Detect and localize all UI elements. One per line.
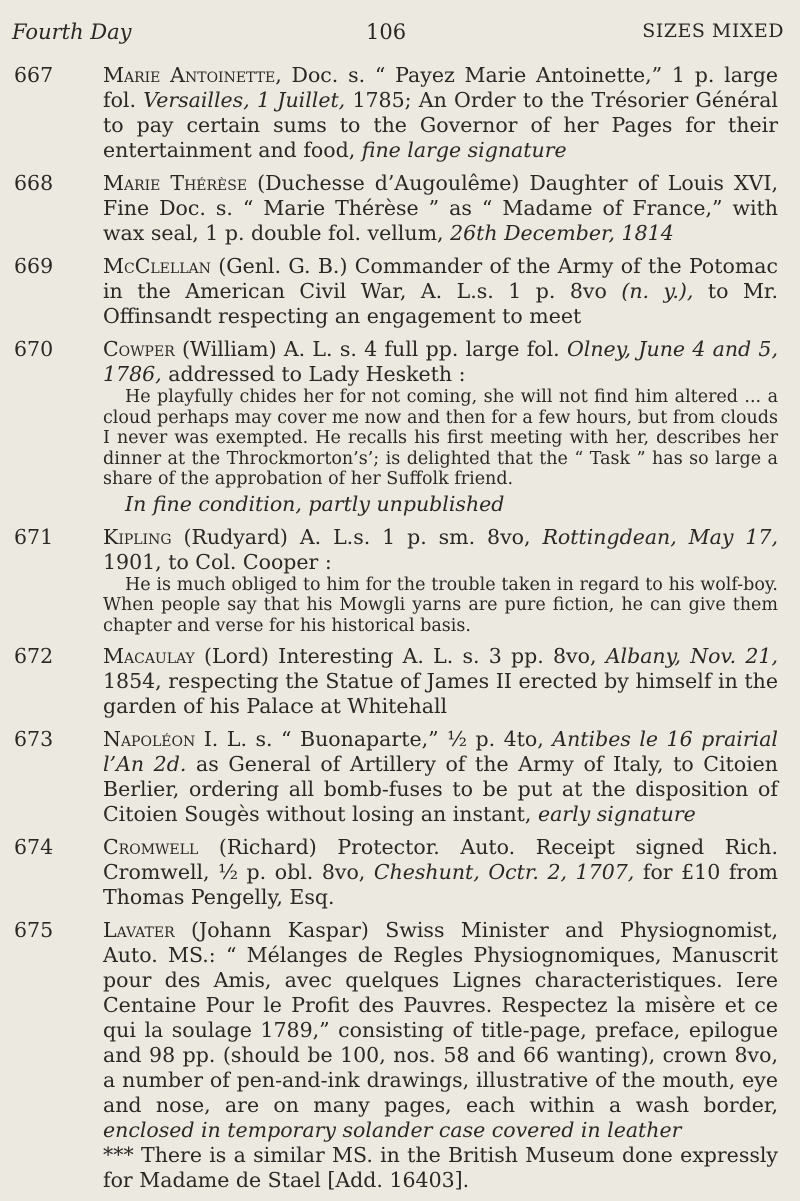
lot-entry (0, 918, 800, 1193)
lot-note: In fine condition, partly unpublished (125, 491, 505, 516)
lot-list (0, 63, 800, 1201)
lot-note: early signature (537, 802, 696, 826)
lot-text-continued: 1901, to Col. Cooper : (103, 549, 332, 574)
lot-description (103, 254, 778, 329)
lot-number: 672 (14, 644, 54, 668)
lot-entry (0, 63, 800, 163)
lot-description (103, 337, 778, 387)
lot-excerpt (103, 575, 778, 637)
lot-number: 668 (14, 171, 54, 195)
lot-note: enclosed in temporary solander case covered in leather (103, 1118, 682, 1142)
lot-description (103, 918, 778, 1143)
lot-description (103, 727, 778, 827)
lot-text: Doc. s. “ Payez Marie Antoinette,” 1 p. large fol. (103, 63, 778, 112)
lot-note: fine large signature (361, 138, 567, 162)
lot-entry (0, 835, 800, 910)
lot-entry (0, 727, 800, 827)
lot-number: 669 (14, 254, 54, 278)
lot-details: Versailles, 1 Juillet, (143, 88, 346, 112)
lot-entry (0, 644, 800, 719)
lot-text-continued: 1785; An Order to the Trésorier Général to pay certain sums to the Governor of her Pages for their entertainment and food, (103, 88, 778, 162)
lot-details: Olney, June 4 and 5, 1786, (103, 337, 778, 386)
lot-description (103, 525, 778, 575)
lot-excerpt (103, 387, 778, 490)
lot-text-continued: 1854, respecting the Statue of James II erected by himself in the garden of his Palace at Whitehall (103, 669, 778, 718)
lot-excerpt-text: He playfully chides her for not coming, she will not find him altered ... a cloud perhaps may cover me now and then for a few hours, but from clouds I never was exempted. He recalls his first meeting with her, describes her dinner at the Throckmorton’s’; is delighted that the “ Task ” has so large a share of the approbation of her Suffolk friend. (103, 387, 778, 489)
lot-text-continued: for £10 from Thomas Pengelly, Esq. (103, 860, 778, 909)
lot-text: (Lord) Interesting A. L. s. 3 pp. 8vo, (204, 644, 597, 668)
lot-text: (William) A. L. s. 4 full pp. large fol. (182, 337, 560, 361)
lot-name: Cromwell (103, 835, 199, 859)
lot-entry (0, 525, 800, 637)
lot-text: (Rudyard) A. L.s. 1 p. sm. 8vo, (183, 524, 531, 549)
lot-details: Cheshunt, Octr. 2, 1707, (373, 860, 635, 884)
page-header (12, 20, 784, 50)
lot-name: Marie Thérèse (103, 171, 248, 195)
lot-entry (0, 254, 800, 329)
lot-number: 674 (14, 835, 54, 859)
lot-excerpt-text: He is much obliged to him for the trouble taken in regard to his wolf-boy. When people say that his Mowgli yarns are pure fiction, he can give them chapter and verse for his historical basis. (103, 574, 778, 636)
lot-name: Lavater (103, 918, 175, 942)
lot-details: Albany, Nov. 21, (605, 644, 778, 668)
lot-details: (n. y.), (621, 279, 694, 303)
lot-number: 673 (14, 727, 54, 751)
lot-footnote-text: *** There is a similar MS. in the British Museum done expressly for Madame de Stael [Add. 16403]. (103, 1143, 778, 1192)
lot-name: Kipling (103, 524, 172, 549)
lot-description (103, 835, 778, 910)
lot-text-continued: as General of Artillery of the Army of Italy, to Citoien Berlier, ordering all bomb-fuses to be put at the disposition of Citoien Sougès without losing an instant, (103, 752, 778, 826)
lot-text-continued: to Mr. Offinsandt respecting an engagement to meet (103, 279, 778, 328)
lot-name: Marie Antoinette, (103, 63, 282, 87)
lot-text: L. s. “ Buonaparte,” ½ p. 4to, (226, 727, 544, 751)
lot-text: (Richard) Protector. Auto. Receipt signed Rich. Cromwell, ½ p. obl. 8vo, (103, 835, 778, 884)
section-heading: SIZES MIXED (642, 20, 784, 42)
lot-text-continued: addressed to Lady Hesketh : (168, 362, 466, 386)
lot-details: 26th December, 1814 (450, 221, 674, 245)
lot-number: 670 (14, 337, 54, 361)
lot-footnote (103, 1143, 778, 1193)
lot-condition (103, 492, 778, 517)
lot-details: Antibes le 16 prairial l’An 2d. (103, 727, 778, 776)
lot-description (103, 63, 778, 163)
day-heading: Fourth Day (12, 20, 132, 44)
lot-description (103, 171, 778, 246)
lot-name: Cowper (103, 337, 175, 361)
lot-text: (Genl. G. B.) Commander of the Army of the Potomac in the American Civil War, A. L.s. 1 p. 8vo (103, 254, 778, 303)
lot-number: 671 (14, 524, 54, 549)
lot-name: Napoléon I. (103, 727, 219, 751)
lot-number: 675 (14, 918, 54, 942)
lot-name: McClellan (103, 254, 211, 278)
lot-description (103, 644, 778, 719)
lot-entry (0, 337, 800, 517)
lot-entry (0, 171, 800, 246)
lot-name: Macaulay (103, 644, 195, 668)
page-number: 106 (366, 20, 407, 44)
lot-text: (Johann Kaspar) Swiss Minister and Physiognomist, Auto. MS.: “ Mélanges de Regles Physiognomiques, Manuscrit pour des Amis, avec quelques Lignes characteristiques. Iere Centaine Pour le Profit des Pauvres. Respectez la misère et ce qui la soulage 1789,” consisting of title-page, preface, epilogue and 98 pp. (should be 100, nos. 58 and 66 wanting), crown 8vo, a number of pen-and-ink drawings, illustrative of the mouth, eye and nose, are on many pages, each within a wash border, (103, 918, 778, 1117)
lot-number: 667 (14, 63, 54, 87)
lot-text: (Duchesse d’Augoulême) Daughter of Louis XVI, Fine Doc. s. “ Marie Thérèse ” as “ Madame of France,” with wax seal, 1 p. double fol. vellum, (103, 171, 778, 245)
lot-details: Rottingdean, May 17, (542, 524, 778, 549)
